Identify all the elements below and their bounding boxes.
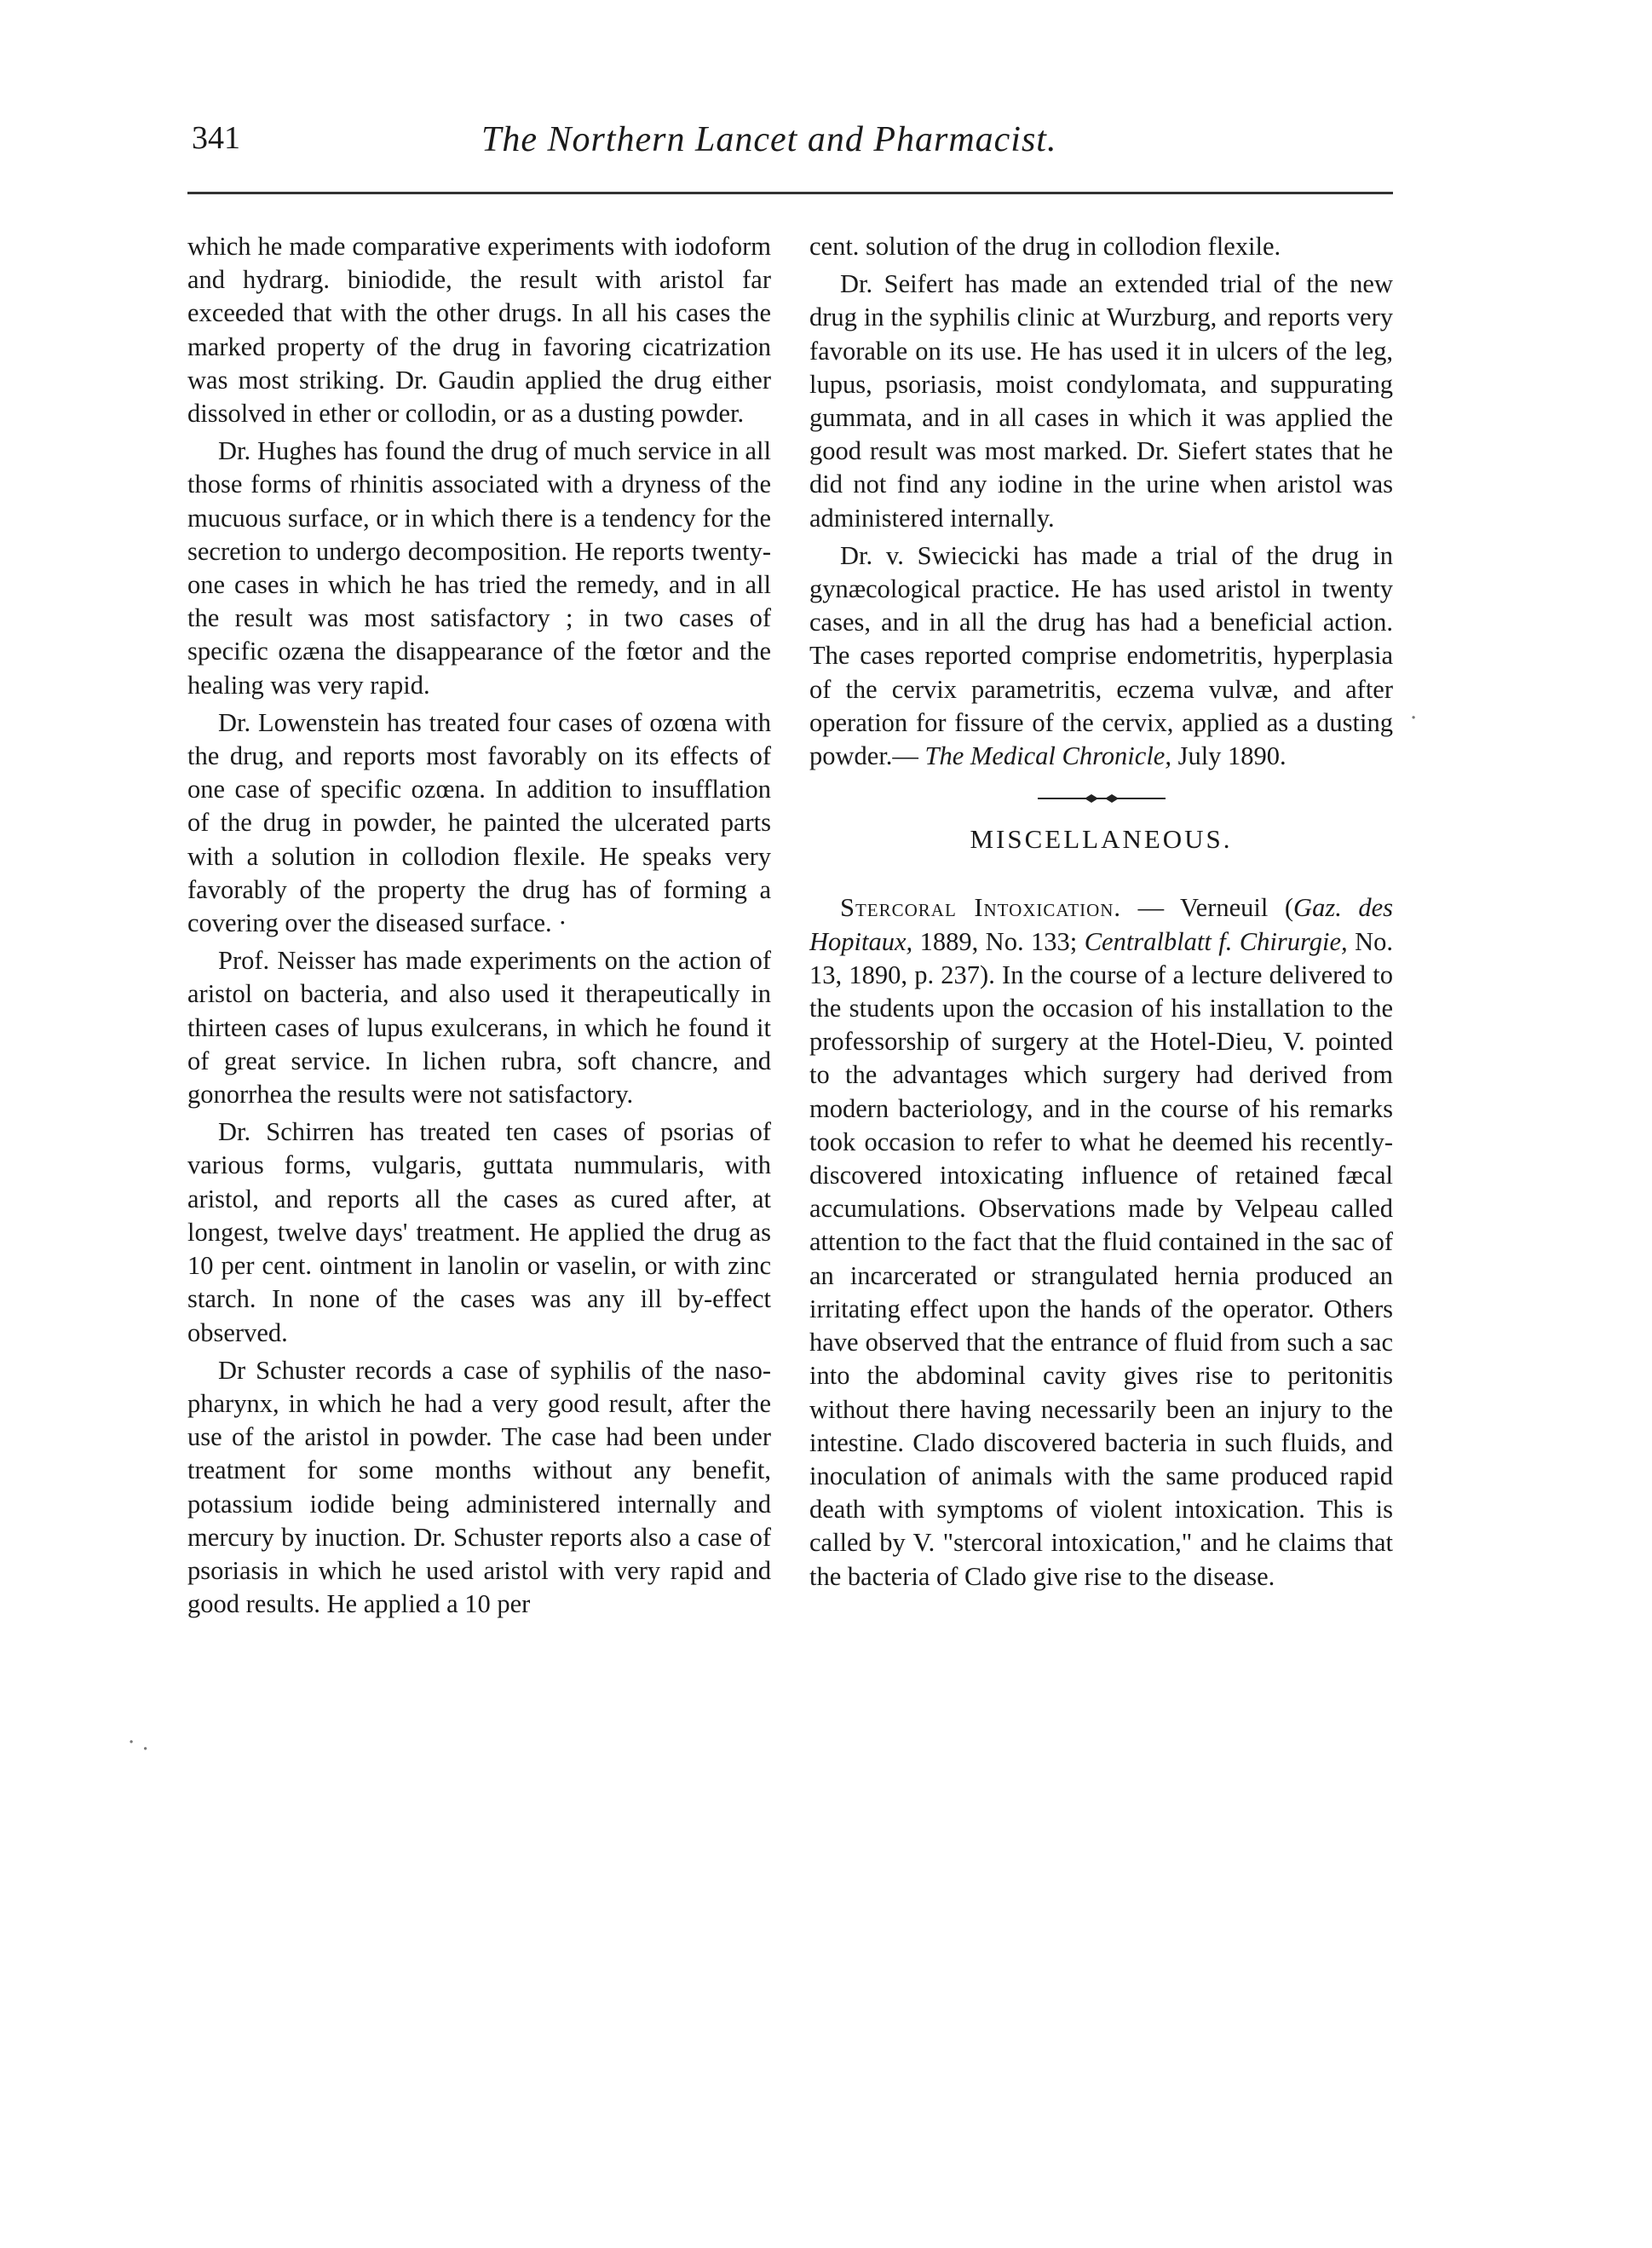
- swiecicki-text: Dr. v. Swiecicki has made a trial of the drug in gynæcological practice. He has used aristol in twenty cases, and in all the drug has had a beneficial action. The cases reported comprise endometritis, hyperplasia of the cervix parametritis, eczema vulvæ, and after operation for fissure of the cervix, applied as a dusting powder.—: [809, 540, 1393, 771]
- ornament-icon: [1038, 792, 1166, 805]
- page-number: 341: [192, 120, 240, 156]
- paragraph-hughes: Dr. Hughes has found the drug of much service in all those forms of rhinitis associated with a dryness of the mucuous surface, or in which there is a tendency for the secretion to undergo decomposition. He reports twenty-one cases in which he has tried the remedy, and in all the result was most satisfactory ; in two cases of specific ozæna the disappearance of the fœtor and the healing was very rapid.: [187, 436, 771, 700]
- article-author: — Verneuil (: [1121, 893, 1294, 923]
- paragraph-schuster: Dr Schuster records a case of syphilis of the naso-pharynx, in which he had a very good result, after the use of the aristol in powder. The case had been under treatment for some months without any benefit, potassium iodide being administered internally and mercury by inuction. Dr. Schuster reports also a case of psoriasis in which he used aristol with very rapid and good results. He applied a 10 per: [187, 1355, 771, 1619]
- margin-dot: ·: [1410, 706, 1418, 731]
- running-title: The Northern Lancet and Pharmacist.: [481, 120, 1057, 159]
- citation-gaz-hopitaux: Gaz. des Hopitaux,: [809, 893, 1393, 956]
- citation-date: July 1890.: [1171, 741, 1286, 771]
- paragraph-lowenstein: Dr. Lowenstein has treated four cases of ozœna with the drug, and reports most favorably on its effects of one case of specific ozœna. In addition to insufflation of the drug in powder, he painted the ulcerated parts with a solution in collodion flexile. He speaks very favorably of the property the drug has of forming a covering over the diseased surface. ·: [187, 707, 771, 938]
- paragraph-swiecicki: [809, 539, 1393, 773]
- paragraph-seifert: Dr. Seifert has made an extended trial of the new drug in the syphilis clinic at Wurzburg, and reports very favorable on its use. He has used it in ulcers of the leg, lupus, psoriasis, moist condylomata, and suppurating gummata, and in all cases in which it was applied the good result was most marked. Dr. Siefert states that he did not find any iodine in the urine when aristol was administered internally.: [809, 269, 1393, 533]
- stercoral-body: No. 13, 1890, p. 237). In the course of a lecture delivered to the students upon the occasion of his installation to the professorship of surgery at the Hotel-Dieu, V. pointed to the advantages which surgery had derived from modern bacteriology, and in the course of his remarks took occasion to refer to what he deemed his recently-discovered intoxicating influence of retained fæcal accumulations. Observations made by Velpeau called attention to the fact that the fluid contained in the sac of an incarcerated or strangulated hernia produced an irritating effect upon the hands of the operator. Others have observed that the entrance of fluid from such a sac into the abdominal cavity gives rise to peritonitis without there having necessarily been an injury to the intestine. Clado discovered bacteria in such fluids, and inoculation of animals with the same produced rapid death with symptoms of violent intoxication. This is called by V. "stercoral intoxication," and he claims that the bacteria of Clado give rise to the disease.: [809, 926, 1393, 1591]
- paragraph-gaudin: which he made comparative experiments with iodoform and hydrarg. biniodide, the result with aristol far exceeded that with the other drugs. In all his cases the marked property of the drug in favoring cicatrization was most striking. Dr. Gaudin applied the drug either dissolved in ether or collodin, or as a dusting powder.: [187, 232, 771, 429]
- margin-dots: · .: [128, 1730, 149, 1755]
- page-header: [192, 119, 1393, 179]
- section-heading-miscellaneous: MISCELLANEOUS.: [970, 824, 1233, 855]
- header-rule: [187, 192, 1393, 194]
- paragraph-schirren: Dr. Schirren has treated ten cases of psorias of various forms, vulgaris, guttata nummularis, with aristol, and reports all the cases as cured after, at longest, twelve days' treatment. He applied the drug as 10 per cent. ointment in lanolin or vaselin, or with zinc starch. In none of the cases was any ill by-effect observed.: [187, 1117, 771, 1347]
- citation-medical-chronicle: The Medical Chronicle,: [924, 741, 1171, 771]
- citation-number: 1889, No. 133;: [912, 926, 1085, 956]
- paragraph-neisser: Prof. Neisser has made experiments on the action of aristol on bacteria, and also used it therapeutically in thirteen cases of lupus exulcerans, in which he found it of great service. In lichen rubra, soft chancre, and gonorrhea the results were not satisfactory.: [187, 946, 771, 1110]
- right-column: [809, 230, 1393, 1598]
- article-lead: Stercoral Intoxication.: [840, 893, 1122, 923]
- left-column: [187, 230, 771, 1625]
- paragraph-stercoral: [809, 891, 1393, 1593]
- ornamental-divider: [809, 792, 1393, 805]
- citation-centralblatt: Centralblatt f. Chirurgie,: [1084, 926, 1348, 956]
- paragraph-continuation: cent. solution of the drug in collodion flexile.: [809, 232, 1281, 261]
